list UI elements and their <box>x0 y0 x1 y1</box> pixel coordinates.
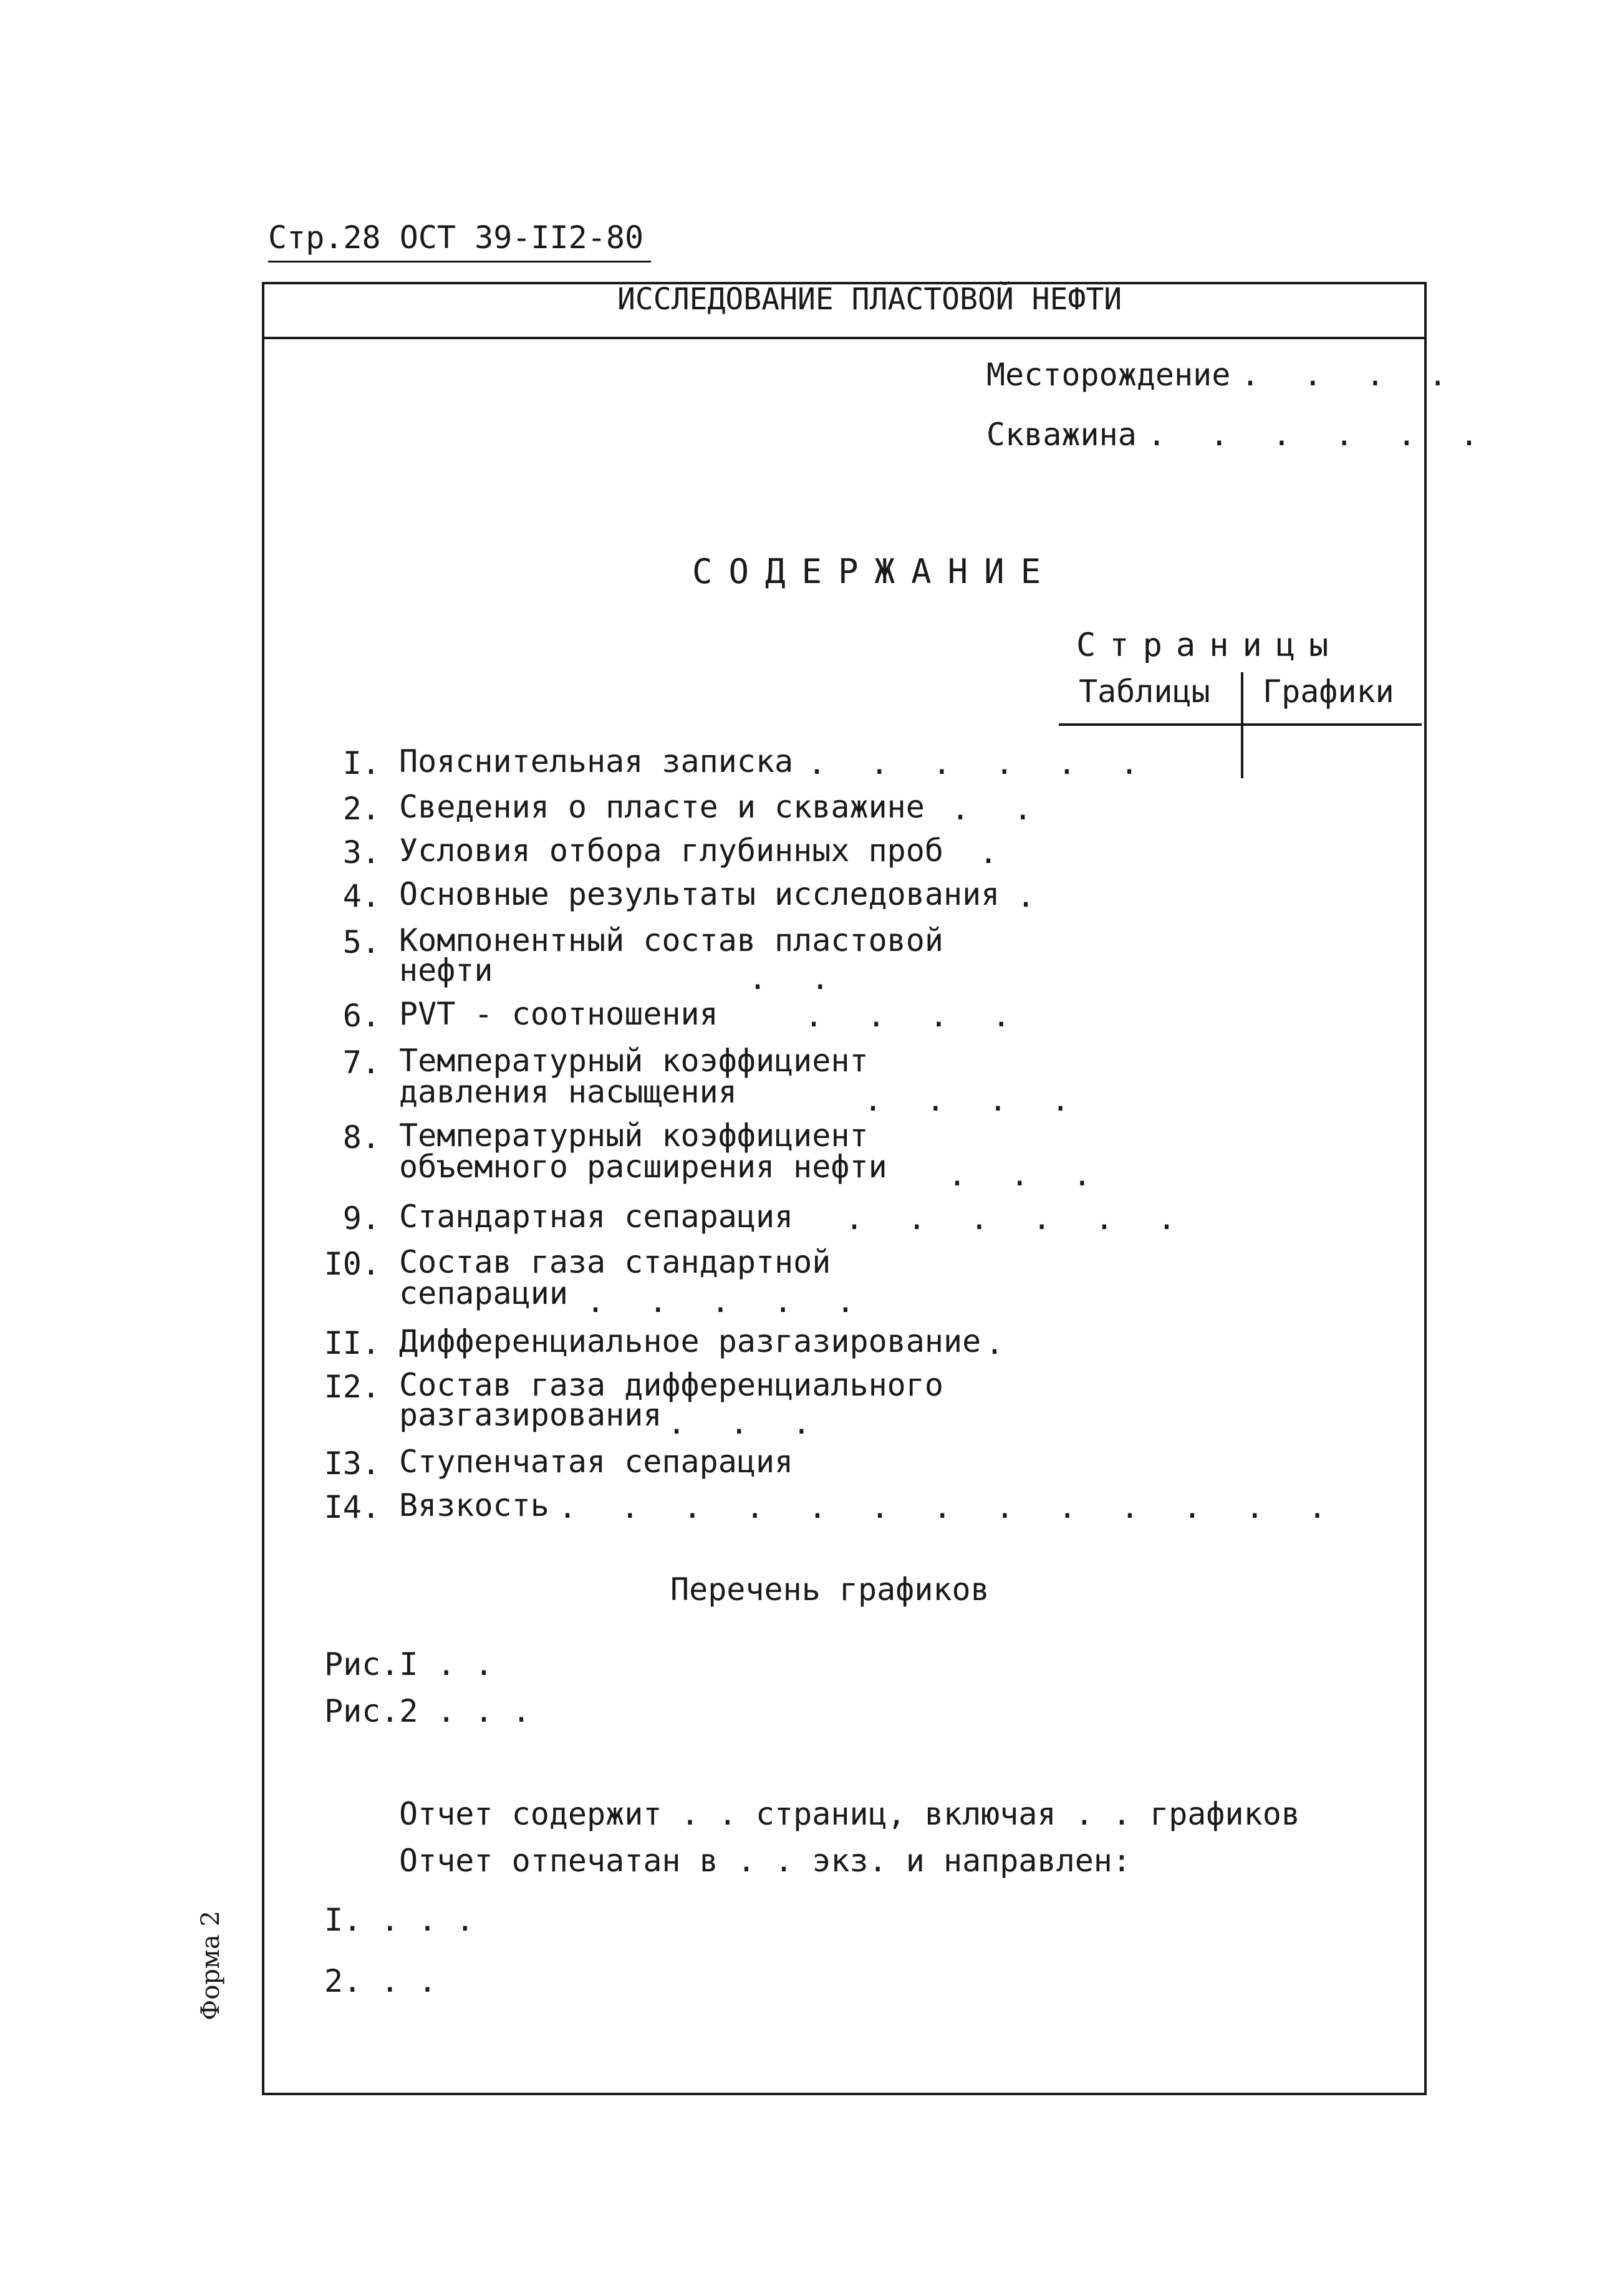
title-rule <box>262 337 1427 339</box>
toc-text: Состав газа дифференциального <box>399 1367 943 1403</box>
toc-text: Пояснительная записка <box>399 743 794 779</box>
toc-dots: . <box>979 834 1011 871</box>
form-number: Форма 2 <box>196 1910 225 2020</box>
toc-number: 4. <box>342 878 380 914</box>
toc-text: PVT - соотношения <box>399 996 718 1032</box>
toc-text-cont: нефти <box>399 952 493 988</box>
recipient-item: I. . . . <box>324 1902 475 1938</box>
toc-text: Состав газа стандартной <box>399 1244 831 1280</box>
document-title: ИССЛЕДОВАНИЕ ПЛАСТОВОЙ НЕФТИ <box>617 282 1122 317</box>
toc-number: 9. <box>342 1200 380 1237</box>
toc-text: Стандартная сепарация <box>399 1199 794 1235</box>
toc-dots: . <box>1016 878 1048 914</box>
toc-dots: . . <box>748 960 842 996</box>
toc-number: I2. <box>324 1369 380 1405</box>
well-label: Скважина <box>986 417 1137 453</box>
deposit-label: Месторождение <box>986 357 1231 393</box>
pages-title: Страницы <box>1076 627 1342 664</box>
graphs-list-title: Перечень графиков <box>670 1571 990 1608</box>
toc-dots: . . . . . . <box>807 745 1152 781</box>
toc-text-cont: сепарации <box>399 1275 568 1311</box>
toc-text: Температурный коэффициент <box>399 1043 869 1079</box>
columns-divider <box>1241 672 1243 778</box>
toc-number: I4. <box>324 1489 380 1525</box>
toc-number: 2. <box>342 791 380 827</box>
report-pages-line: Отчет содержит . . страниц, включая . . графиков <box>399 1796 1300 1832</box>
toc-dots: . . . <box>948 1157 1104 1193</box>
toc-dots: . . . . . <box>586 1283 867 1319</box>
toc-dots: . . . . <box>864 1082 1082 1118</box>
toc-number: 3. <box>342 834 380 871</box>
toc-number: I. <box>342 745 380 781</box>
toc-text-cont: объемного расширения нефти <box>399 1149 887 1185</box>
recipient-item: 2. . . <box>324 1963 437 1999</box>
toc-dots: . <box>985 1325 1017 1361</box>
toc-text: Ступенчатая сепарация <box>399 1444 794 1480</box>
toc-dots: . . . . . . . . . . . . . <box>558 1489 1339 1525</box>
toc-dots: . . . <box>667 1405 824 1441</box>
contents-title: СОДЕРЖАНИЕ <box>692 552 1058 591</box>
toc-number: 5. <box>342 924 380 960</box>
toc-number: 8. <box>342 1119 380 1155</box>
header-underline <box>268 261 651 263</box>
toc-dots: . . . . <box>804 998 1023 1034</box>
columns-underline <box>1059 723 1422 726</box>
graph-item: Рис.I . . <box>324 1646 493 1682</box>
well-dots: . . . . . . <box>1147 417 1492 453</box>
toc-dots: . . . . . . <box>845 1200 1189 1237</box>
toc-number: 6. <box>342 998 380 1034</box>
page-header: Стр.28 ОСТ 39-II2-80 <box>268 219 644 256</box>
toc-text: Сведения о пласте и скважине <box>399 789 925 825</box>
toc-text-cont: разгазирования <box>399 1397 662 1433</box>
toc-number: 7. <box>342 1044 380 1081</box>
toc-number: I3. <box>324 1445 380 1482</box>
toc-text: Основные результаты исследования <box>399 876 1000 912</box>
graphs-column-header: Графики <box>1263 673 1394 710</box>
deposit-dots: . . . . <box>1241 357 1460 393</box>
toc-text-cont: давления насыщения <box>399 1074 737 1110</box>
graph-item: Рис.2 . . . <box>324 1693 531 1729</box>
toc-text: Условия отбора глубинных проб <box>399 832 943 869</box>
toc-text: Дифференциальное разгазирование <box>399 1323 981 1359</box>
toc-text: Компонентный состав пластовой <box>399 922 943 958</box>
toc-text: Температурный коэффициент <box>399 1117 869 1154</box>
toc-text: Вязкость <box>399 1487 549 1523</box>
report-copies-line: Отчет отпечатан в . . экз. и направлен: <box>399 1843 1131 1879</box>
toc-dots: . . <box>951 791 1045 827</box>
toc-number: II. <box>324 1325 380 1361</box>
tables-column-header: Таблицы <box>1079 673 1210 710</box>
toc-number: I0. <box>324 1246 380 1282</box>
